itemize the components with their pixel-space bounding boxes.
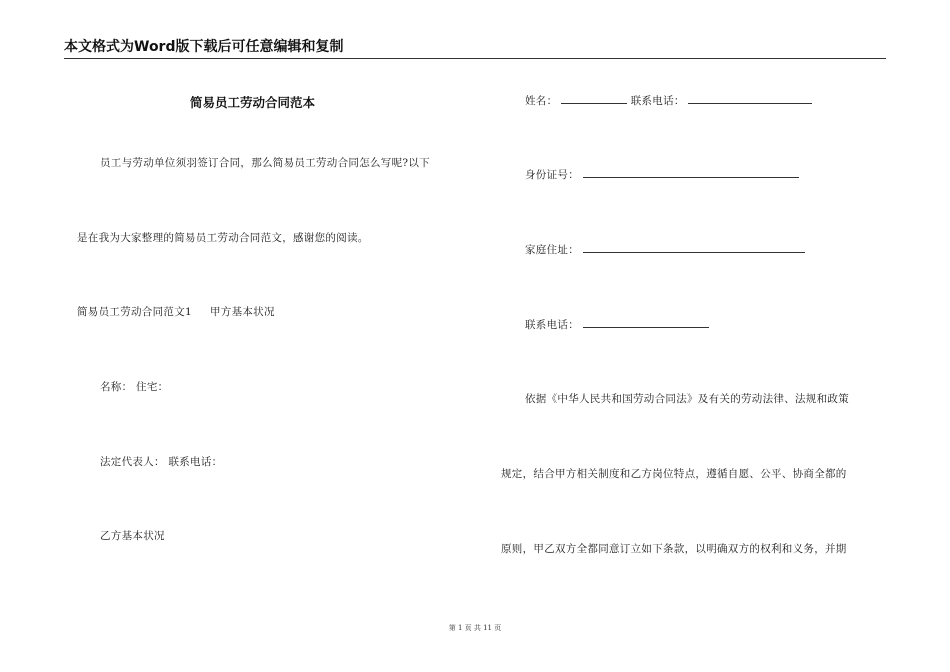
phone2-label: 联系电话： [525,319,579,331]
section-title: 简易员工劳动合同范文1 [77,306,192,318]
rep-label: 法定代表人： [100,456,165,468]
home-blank[interactable] [583,242,805,253]
id-label: 身份证号： [525,169,579,181]
phone2-row [525,317,709,332]
id-row [525,167,799,182]
party-b-name-row [525,93,812,108]
home-row [525,242,805,257]
section-line [77,304,275,319]
document-title: 简易员工劳动合同范本 [190,95,316,110]
party-b-heading: 乙方基本状况 [100,530,165,542]
name-label: 名称： [100,381,133,393]
document-header: 本文格式为Word版下载后可任意编辑和复制 [64,36,886,59]
para-line-1: 依据《中华人民共和国劳动合同法》及有关的劳动法律、法规和政策 [525,393,849,405]
intro-line-2: 是在我为大家整理的简易员工劳动合同范文，感谢您的阅读。 [77,232,369,244]
para-line-2: 规定，结合甲方相关制度和乙方岗位特点，遵循自愿、公平、协商全都的 [501,468,847,480]
b-phone-blank[interactable] [688,93,812,104]
party-a-name-row [100,379,168,394]
address-label: 住宅： [136,381,169,393]
b-name-label: 姓名： [525,95,558,107]
intro-line-1: 员工与劳动单位须羽签订合同，那么简易员工劳动合同怎么写呢?以下 [100,157,430,169]
b-phone-label: 联系电话： [630,95,685,107]
id-blank[interactable] [583,167,799,178]
phone2-blank[interactable] [583,317,709,328]
para-line-3: 原则，甲乙双方全都同意订立如下条款，以明确双方的权利和义务，并期 [501,543,847,555]
page-footer: 第 1 页 共 11 页 [448,624,502,632]
b-name-blank[interactable] [561,93,627,104]
phone-label: 联系电话： [168,456,223,468]
party-a-rep-row [100,454,222,469]
party-a-heading: 甲方基本状况 [209,306,275,318]
home-label: 家庭住址： [525,244,579,256]
